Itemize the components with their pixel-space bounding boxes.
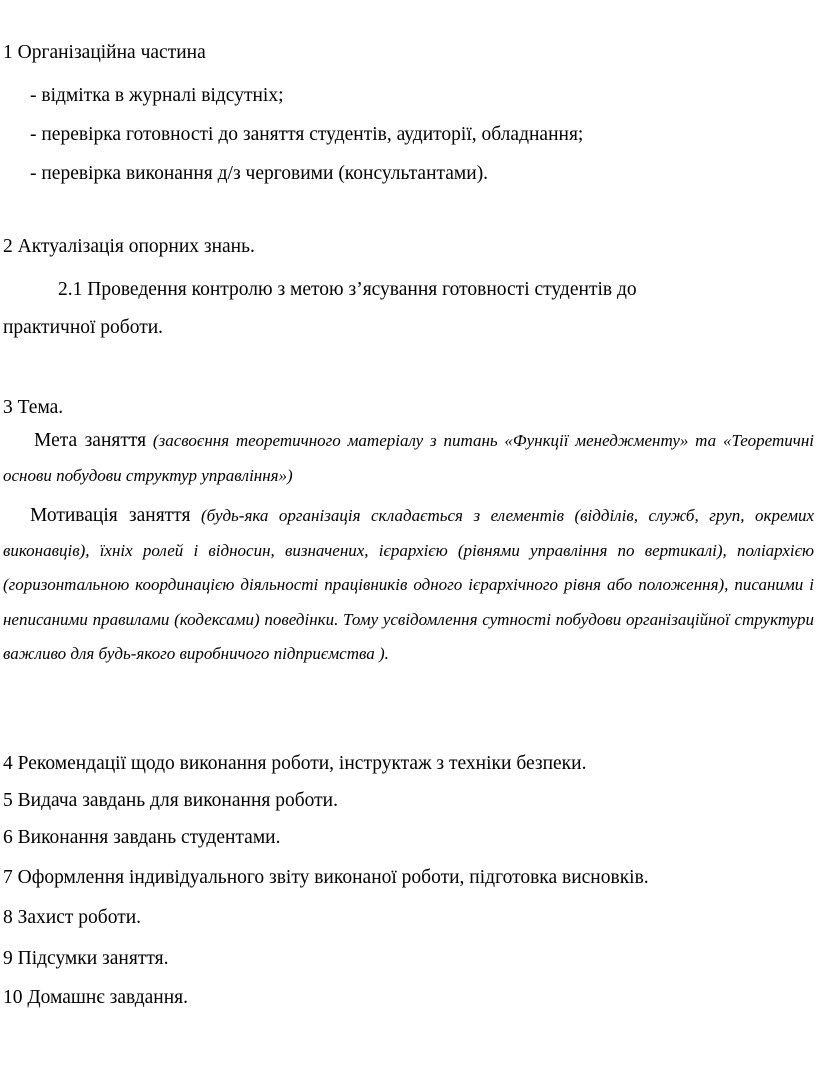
step-item: 8 Захист роботи. bbox=[3, 907, 142, 928]
step-item: 9 Підсумки заняття. bbox=[3, 948, 169, 969]
step-item: 4 Рекомендації щодо виконання роботи, інструктаж з техніки безпеки. bbox=[3, 753, 587, 774]
step-item: 10 Домашнє завдання. bbox=[3, 987, 188, 1008]
goal-paragraph bbox=[3, 424, 814, 493]
section-2-title: 2 Актуалізація опорних знань. bbox=[3, 236, 255, 257]
step-item: 7 Оформлення індивідуального звіту виконаної роботи, підготовка висновків. bbox=[3, 867, 649, 888]
step-item: 6 Виконання завдань студентами. bbox=[3, 827, 281, 848]
section-1-title: 1 Організаційна частина bbox=[3, 42, 206, 63]
section-1-item: - відмітка в журналі відсутніх; bbox=[30, 85, 284, 106]
section-3-title: 3 Тема. bbox=[3, 397, 64, 418]
section-1-item: - перевірка виконання д/з черговими (консультантами). bbox=[30, 163, 489, 184]
motivation-text: (будь-яка організація складається з елементів (відділів, служб, груп, окремих виконавців), їхніх ролей і відносин, визначених, ієрархією (рівнями управління по вертикалі), поліархією (горизонтальною координацією діяльності працівників одного ієрархічного рівня або положення), писаними і неписаними правилами (кодексами) поведінки. Тому усвідомлення сутності побудови організаційної структури важливо для будь-якого виробничого підприємства ). bbox=[3, 506, 814, 663]
section-2-subitem-continuation: практичної роботи. bbox=[3, 317, 164, 338]
goal-text: (засвоєння теоретичного матеріалу з питань «Функції менеджменту» та «Теоретичні основи побудови структур управління») bbox=[3, 431, 814, 485]
section-2-subitem: 2.1 Проведення контролю з метою з’ясування готовності студентів до bbox=[58, 279, 637, 300]
goal-label: Мета заняття bbox=[34, 430, 147, 451]
section-1-item: - перевірка готовності до заняття студентів, аудиторії, обладнання; bbox=[30, 124, 584, 145]
motivation-label: Мотивація заняття bbox=[30, 505, 191, 526]
motivation-paragraph bbox=[3, 499, 814, 672]
step-item: 5 Видача завдань для виконання роботи. bbox=[3, 790, 338, 811]
